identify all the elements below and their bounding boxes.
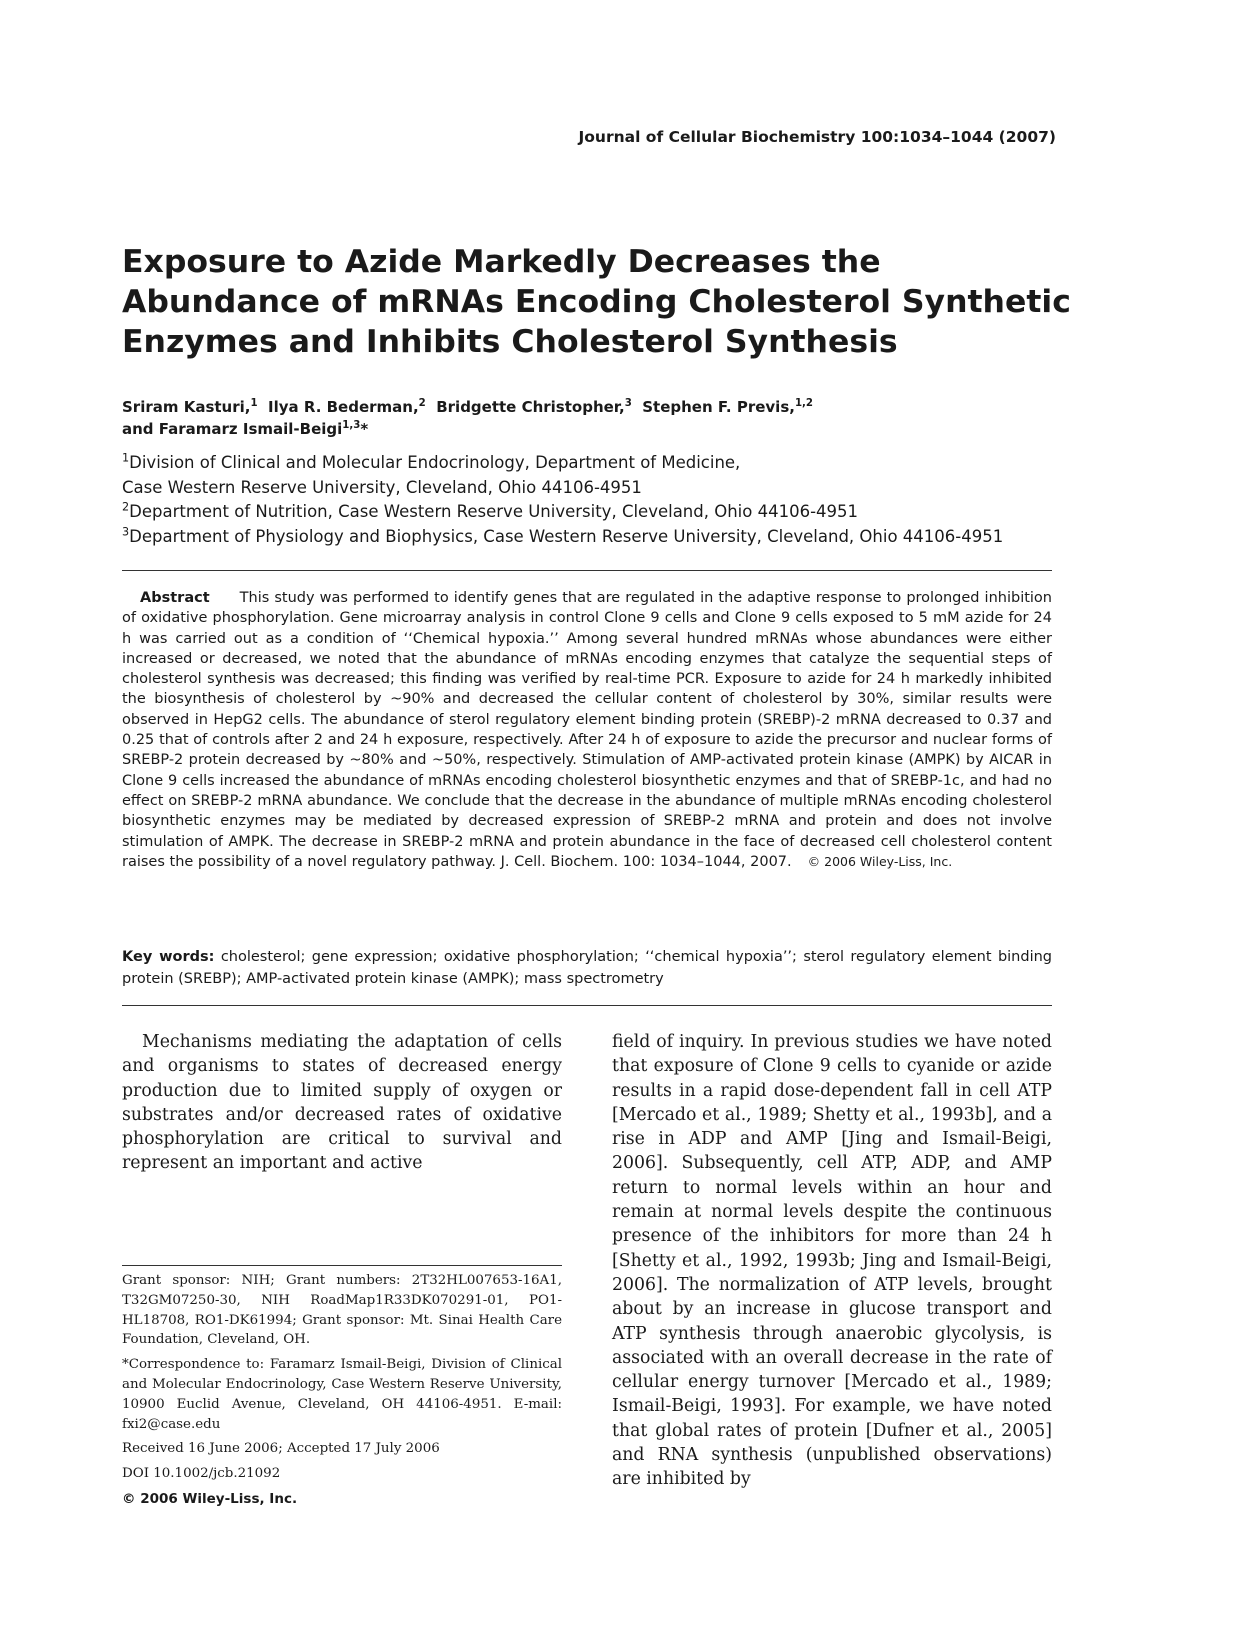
affiliation-marker: 2 <box>122 500 130 514</box>
keywords <box>122 946 1052 990</box>
grant-footnote: Grant sponsor: NIH; Grant numbers: 2T32HL007653-16A1, T32GM07250-30, NIH RoadMap1R33DK070291-01, PO1-HL18708, RO1-DK61994; Grant sponsor: Mt. Sinai Health Care Foundation, Cleveland, OH. <box>122 1273 562 1348</box>
abstract-text: This study was performed to identify genes that are regulated in the adaptive response to prolonged inhibition of oxidative phosphorylation. Gene microarray analysis in control Clone 9 cells and Clone 9 cells exposed to 5 mM azide for 24 h was carried out as a condition of ‘‘Chemical hypoxia.’’ Among several hundred mRNAs whose abundances were either increased or decreased, we noted that the abundance of mRNAs encoding enzymes that catalyze the sequential steps of cholesterol synthesis was decreased; this finding was verified by real-time PCR. Exposure to azide for 24 h markedly inhibited the biosynthesis of cholesterol by ~90% and decreased the cellular content of cholesterol by 30%, similar results were observed in HepG2 cells. The abundance of sterol regulatory element binding protein (SREBP)-2 mRNA decreased to 0.37 and 0.25 that of controls after 2 and 24 h exposure, respectively. After 24 h of exposure to azide the precursor and nuclear forms of SREBP-2 protein decreased by ~80% and ~50%, respectively. Stimulation of AMP-activated protein kinase (AMPK) by AICAR in Clone 9 cells increased the abundance of mRNAs encoding cholesterol biosynthetic enzymes and that of SREBP-1c, and had no effect on SREBP-2 mRNA abundance. We conclude that the decrease in the abundance of multiple mRNAs encoding cholesterol biosynthetic enzymes may be mediated by decreased expression of SREBP-2 mRNA and protein and does not involve stimulation of AMPK. The decrease in SREBP-2 mRNA and protein abundance in the face of decreased cell cholesterol content raises the possibility of a novel regulatory pathway. J. Cell. Biochem. 100: 1034–1044, 2007. <box>122 590 1052 870</box>
abstract <box>122 588 1052 872</box>
divider-bottom <box>122 1005 1052 1006</box>
affiliation-text: Division of Clinical and Molecular Endocrinology, Department of Medicine, <box>129 453 741 472</box>
abstract-label: Abstract <box>140 590 210 606</box>
affiliation-marker: 3 <box>122 525 130 538</box>
author-name: Stephen F. Previs, <box>642 398 795 416</box>
journal-header: Journal of Cellular Biochemistry 100:1034–1044 (2007) <box>578 128 1056 146</box>
affiliation-text: Department of Physiology and Biophysics, Case Western Reserve University, Cleveland, Ohio 44106-4951 <box>129 526 1004 546</box>
doi: DOI 10.1002/jcb.21092 <box>122 1466 281 1482</box>
author-affiliation-marker: 1,2 <box>794 398 814 409</box>
author-name: Sriram Kasturi, <box>122 398 251 416</box>
affiliation-list <box>122 451 1122 549</box>
footnotes <box>122 1271 562 1515</box>
received-date: Received 16 June 2006; Accepted 17 July 2006 <box>122 1441 440 1457</box>
affiliation-2 <box>122 500 1122 525</box>
author-list <box>122 396 1042 440</box>
corresponding-author-marker: * <box>360 420 369 438</box>
correspondence-footnote: *Correspondence to: Faramarz Ismail-Beigi, Division of Clinical and Molecular Endocrinology, Case Western Reserve University, 10900 Euclid Avenue, Cleveland, OH 44106-4951. E-mail: fxi2@case.edu <box>122 1357 562 1432</box>
author-affiliation-marker: 1 <box>250 398 258 409</box>
affiliation-3 <box>122 525 1122 550</box>
author-affiliation-marker: 3 <box>624 398 632 409</box>
author-name: Ilya R. Bederman, <box>268 398 419 416</box>
footnote-copyright: © 2006 Wiley-Liss, Inc. <box>122 1490 298 1507</box>
affiliation-marker: 1 <box>122 451 130 465</box>
author-name: and Faramarz Ismail-Beigi <box>122 420 343 438</box>
affiliation-1-continued: Case Western Reserve University, Cleveland, Ohio 44106-4951 <box>122 477 642 497</box>
article-title: Exposure to Azide Markedly Decreases the Abundance of mRNAs Encoding Cholesterol Synthetic Enzymes and Inhibits Cholesterol Synthesis <box>122 244 1071 360</box>
abstract-copyright: © 2006 Wiley-Liss, Inc. <box>807 853 953 869</box>
body-right-column: field of inquiry. In previous studies we have noted that exposure of Clone 9 cells to cyanide or azide results in a rapid dose-dependent fall in cell ATP [Mercado et al., 1989; Shetty et al., 1993b], and a rise in ADP and AMP [Jing and Ismail-Beigi, 2006]. Subsequently, cell ATP, ADP, and AMP return to normal levels within an hour and remain at normal levels despite the continuous presence of the inhibitors for more than 24 h [Shetty et al., 1992, 1993b; Jing and Ismail-Beigi, 2006]. The normalization of ATP levels, brought about by an increase in glucose transport and ATP synthesis through anaerobic glycolysis, is associated with an overall decrease in the rate of cellular energy turnover [Mercado et al., 1989; Ismail-Beigi, 1993]. For example, we have noted that global rates of protein [Dufner et al., 2005] and RNA synthesis (unpublished observations) are inhibited by <box>612 1032 1052 1490</box>
affiliation-1 <box>122 451 1122 476</box>
divider-top <box>122 570 1052 571</box>
author-affiliation-marker: 1,3 <box>342 420 361 431</box>
body-left-column: Mechanisms mediating the adaptation of cells and organisms to states of decreased energy production due to limited supply of oxygen or substrates and/or decreased rates of oxidative phosphorylation are critical to survival and represent an important and active <box>122 1032 562 1174</box>
author-name: Bridgette Christopher, <box>436 398 625 416</box>
footnote-divider <box>122 1265 562 1266</box>
keywords-text: cholesterol; gene expression; oxidative phosphorylation; ‘‘chemical hypoxia’’; sterol regulatory element binding protein (SREBP); AMP-activated protein kinase (AMPK); mass spectrometry <box>122 949 1052 987</box>
affiliation-text: Department of Nutrition, Case Western Reserve University, Cleveland, Ohio 44106-4951 <box>129 502 859 521</box>
author-affiliation-marker: 2 <box>418 398 426 409</box>
keywords-label: Key words: <box>122 949 215 965</box>
